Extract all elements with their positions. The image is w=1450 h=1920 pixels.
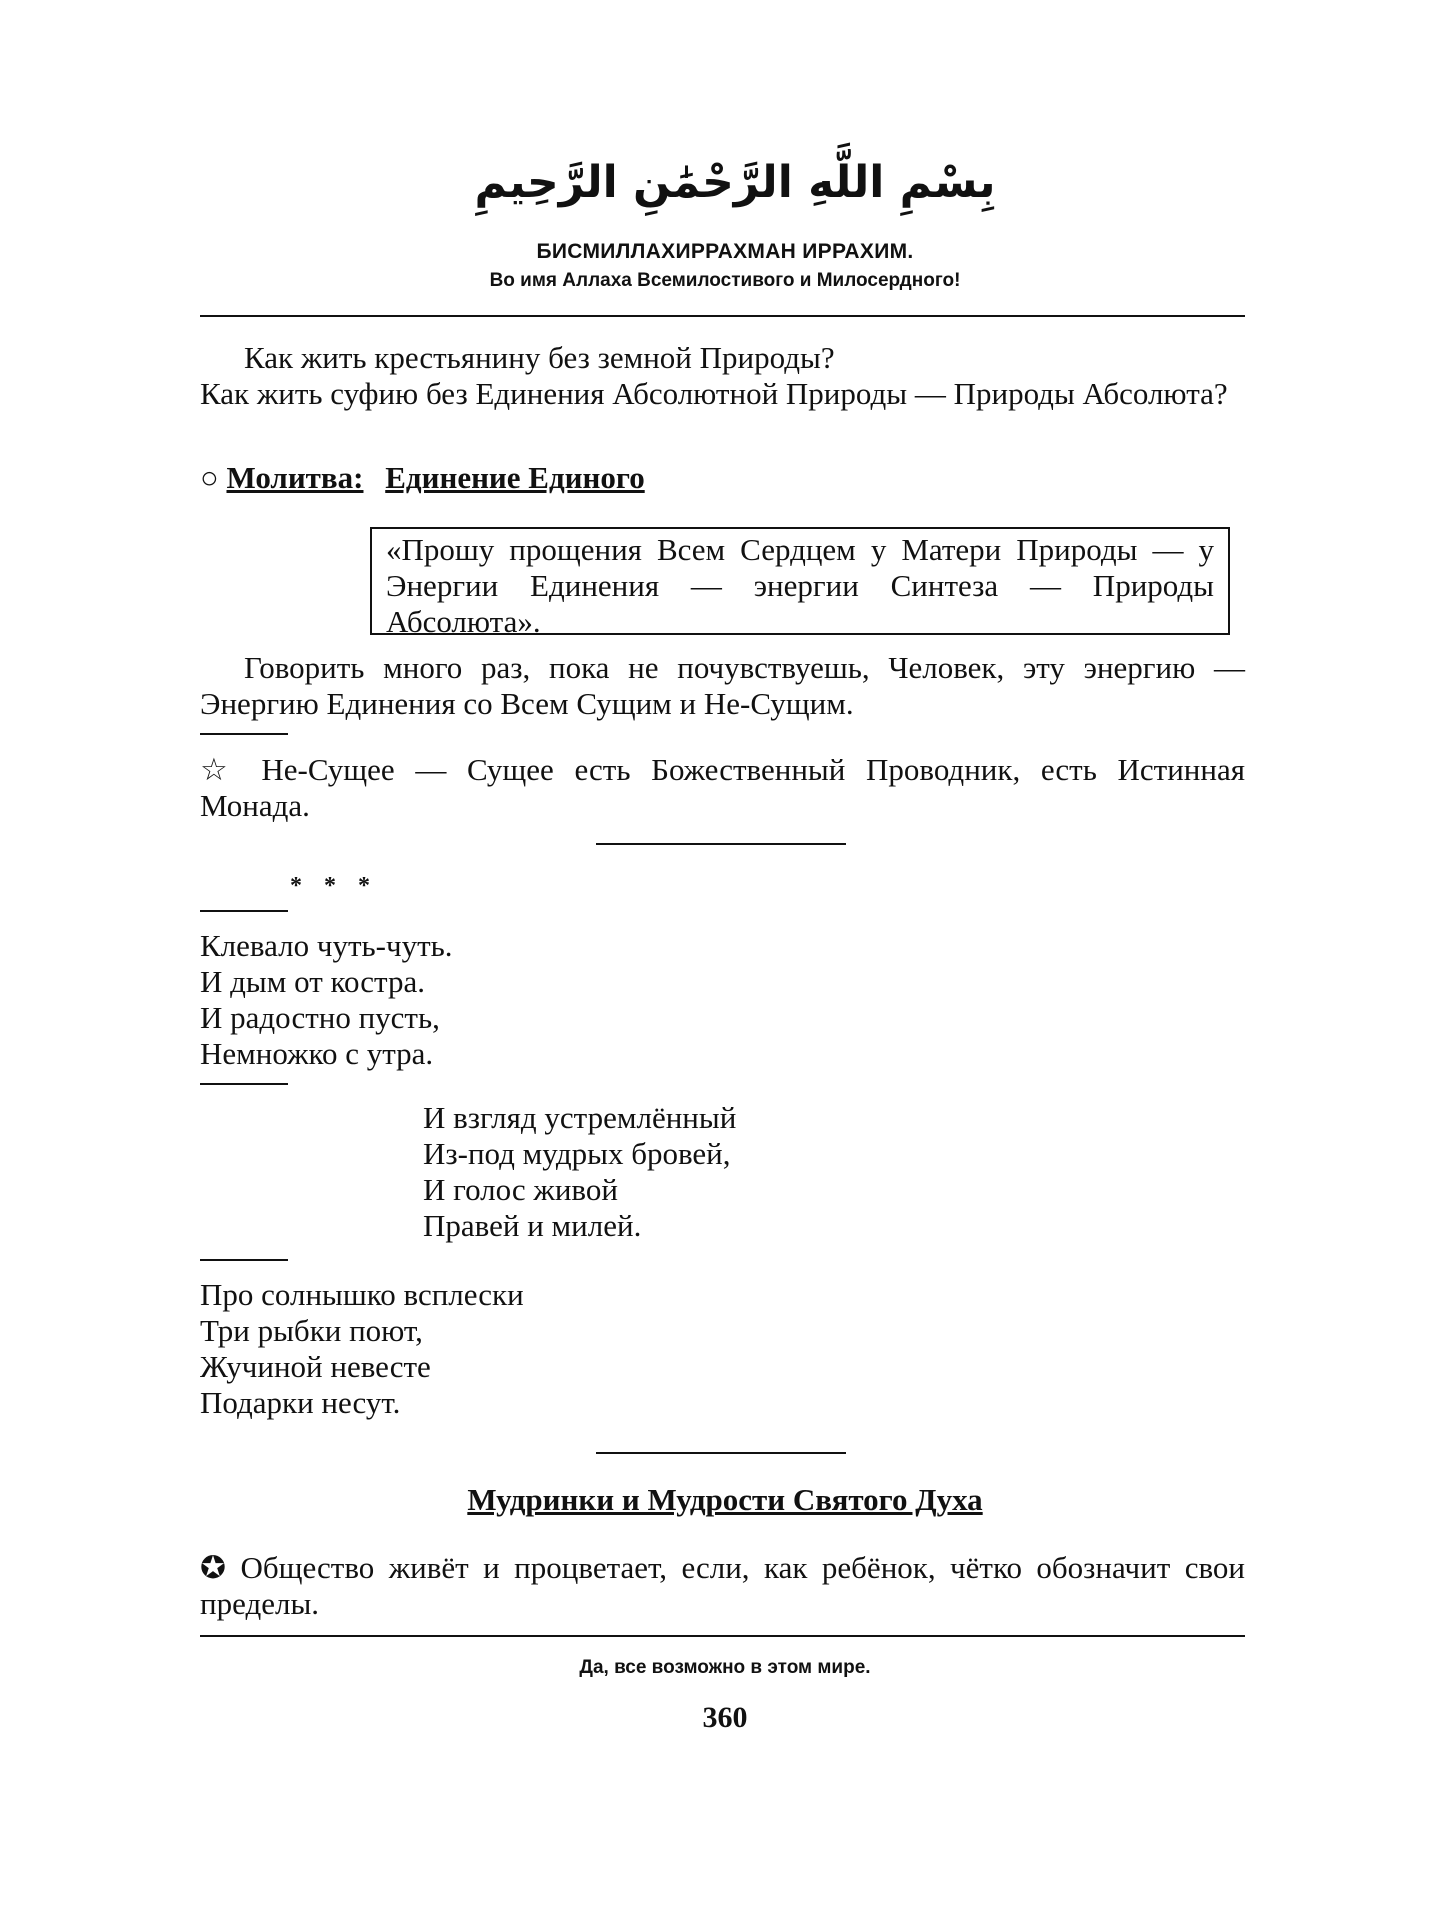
header-divider [200,315,1245,317]
verse-line: Подарки несут. [200,1385,401,1420]
wisdom-text [200,1550,1245,1622]
intro-line-1: Как жить крестьянину без земной Природы? [244,340,835,375]
verse-line: И голос живой [423,1172,618,1207]
bismillah-calligraphy [474,135,996,225]
footnote [200,752,1245,824]
page-header-subtitle: Во имя Аллаха Всемилостивого и Милосердного! [489,270,961,291]
svg-text:بِسْمِ اللَّهِ الرَّحْمَٰنِ ال: بِسْمِ اللَّهِ الرَّحْمَٰنِ الرَّحِيمِ [474,157,996,208]
stanza-divider-3 [200,1259,288,1261]
wisdom-body: Общество живёт и процветает, если, как ребёнок, чётко обозначит свои пределы. [200,1550,1246,1621]
poem-stanza-2 [423,1100,736,1244]
verse-line: И дым от костра. [200,964,425,999]
page-header-title: БИСМИЛЛАХИРРАХМАН ИРРАХИМ. [536,240,914,263]
star-outline-icon: ☆ [200,752,241,787]
verse-line: И взгляд устремлённый [423,1100,737,1135]
stanza-divider-2 [200,1083,288,1085]
verse-line: Жучиной невесте [200,1349,431,1384]
prayer-title: Единение Единого [385,460,645,495]
prayer-label: Молитва: [226,460,364,495]
poem-separator: * * * [290,873,378,899]
section-divider-2 [596,1452,846,1454]
footer-divider [200,1635,1245,1637]
prayer-instruction: Говорить много раз, пока не почувствуешь, Человек, эту энергию — Энергию Единения со Всем Сущим и Не-Сущим. [200,650,1245,721]
verse-line: Немножко с утра. [200,1036,434,1071]
page-footer-tagline: Да, все возможно в этом мире. [579,1657,871,1678]
calligraphy-graphic [474,135,996,225]
circle-bullet-icon: ○ [200,460,219,495]
section-divider-1 [596,843,846,845]
page-number: 360 [702,1701,748,1734]
poem-stanza-1 [200,928,453,1072]
verse-line: Три рыбки поют, [200,1313,423,1348]
verse-line: Клевало чуть-чуть. [200,928,453,963]
verse-line: Про солнышко всплески [200,1277,524,1312]
wisdom-heading: Мудринки и Мудрости Святого Духа [467,1482,983,1517]
intro-line-2: Как жить суфию без Единения Абсолютной Природы — Природы Абсолюта? [200,376,1228,411]
stanza-divider-1 [200,910,288,912]
footnote-text: Не-Сущее — Сущее есть Божественный Проводник, есть Истинная Монада. [200,752,1245,823]
prayer-box: «Прошу прощения Всем Сердцем у Матери Природы — у Энергии Единения — энергии Синтеза — Природы Абсолюта». [370,527,1230,635]
star-in-circle-icon: ✪ [200,1550,226,1585]
verse-line: Правей и милей. [423,1208,642,1243]
verse-line: Из-под мудрых бровей, [423,1136,731,1171]
poem-stanza-3 [200,1277,524,1421]
prayer-heading [200,460,645,496]
footnote-divider [200,733,288,735]
verse-line: И радостно пусть, [200,1000,440,1035]
